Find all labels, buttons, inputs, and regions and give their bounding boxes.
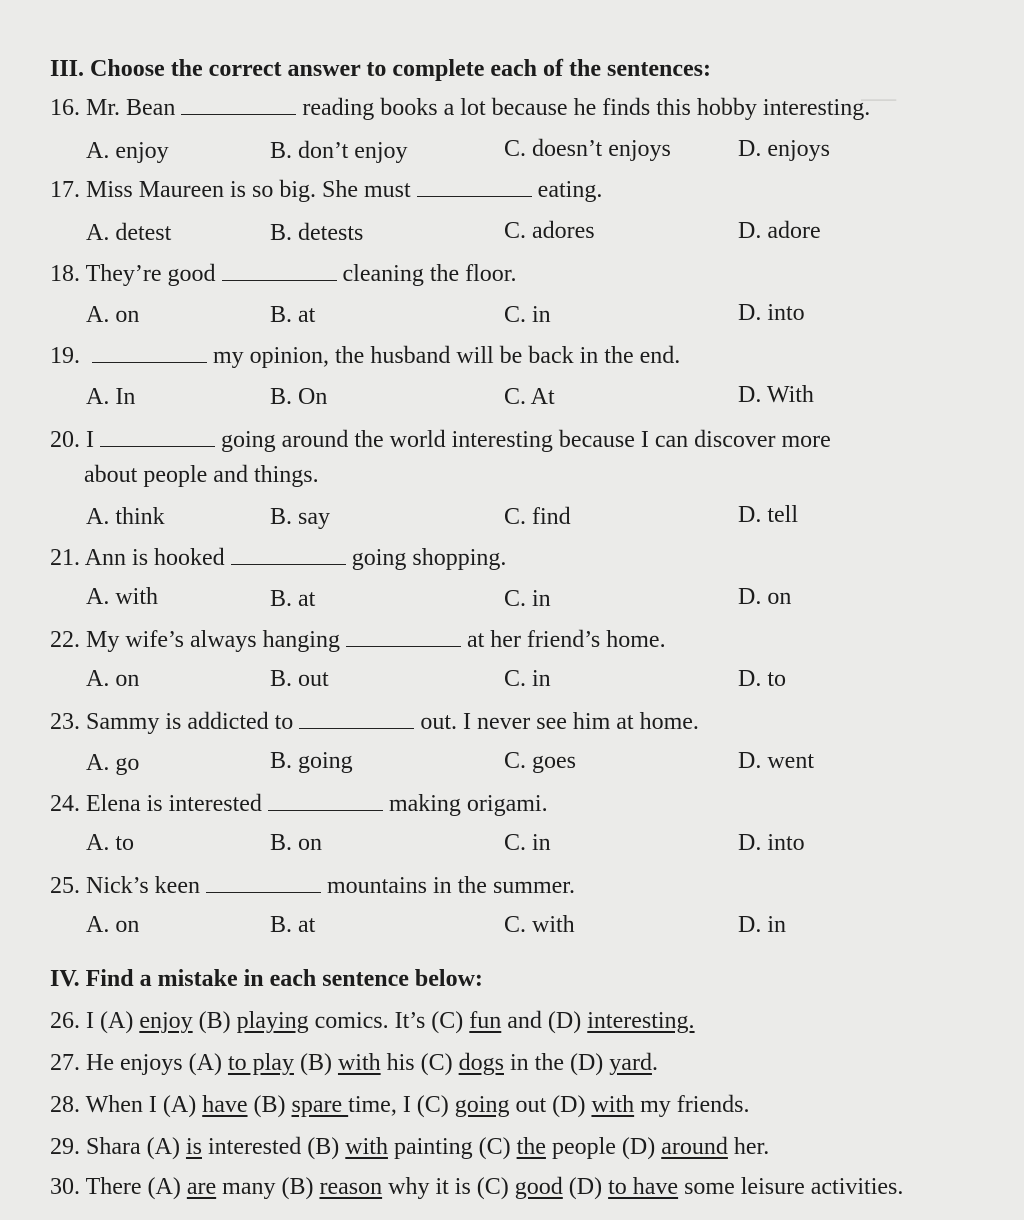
sentence-text: people (D) (545, 1134, 662, 1160)
underlined-choice[interactable]: spare (291, 1092, 349, 1118)
question-text: Elena is interested (86, 791, 262, 817)
question-number: 29. (50, 1134, 86, 1160)
question-text: my opinion, the husband will be back in the end. (213, 343, 681, 369)
mistake-item-27 (50, 1050, 658, 1077)
underlined-choice[interactable]: dogs (458, 1050, 504, 1076)
sentence-text: many (B) (216, 1174, 320, 1200)
underlined-choice[interactable]: with (591, 1092, 635, 1118)
question-text: I (86, 427, 94, 453)
question-text: out. I never see him at home. (420, 709, 699, 735)
question-22 (50, 626, 994, 654)
question-number: 28. (50, 1092, 86, 1118)
underlined-choice[interactable]: fun (469, 1008, 502, 1034)
underlined-choice[interactable]: yard (609, 1050, 652, 1076)
underlined-choice[interactable]: with (345, 1134, 388, 1160)
underlined-choice[interactable]: have (202, 1092, 248, 1118)
answer-blank[interactable] (206, 872, 321, 893)
sentence-text: some leisure activities. (678, 1174, 904, 1200)
underlined-choice[interactable]: around (661, 1134, 728, 1160)
option-c[interactable]: C. in (504, 302, 551, 328)
sentence-text: out (D) (509, 1092, 592, 1118)
option-a[interactable]: A. think (86, 504, 165, 530)
question-17 (50, 176, 994, 204)
option-b[interactable]: B. on (270, 830, 323, 856)
sentence-text: comics. It’s (C) (308, 1008, 470, 1034)
option-c[interactable]: C. with (504, 912, 575, 938)
mistake-item-28 (50, 1092, 749, 1119)
sentence-text: and (D) (501, 1008, 588, 1034)
sentence-text: her. (727, 1134, 770, 1160)
option-c[interactable]: C. in (504, 666, 551, 692)
underlined-choice[interactable]: playing (236, 1008, 309, 1034)
section-3-heading: III. Choose the correct answer to complete each of the sentences: (50, 56, 711, 82)
answer-blank[interactable] (299, 708, 414, 729)
sentence-text: When I (A) (85, 1092, 203, 1118)
option-b[interactable]: B. say (270, 504, 330, 530)
underlined-choice[interactable]: with (337, 1050, 381, 1076)
sentence-text: I (A) (86, 1008, 140, 1034)
question-number: 17. (50, 177, 80, 203)
underlined-choice[interactable]: is (185, 1134, 202, 1160)
question-number: 22. (50, 627, 80, 653)
option-c[interactable]: C. doesn’t enjoys (504, 136, 671, 162)
option-d[interactable]: D. to (738, 666, 786, 692)
option-d[interactable]: D. adore (738, 218, 821, 244)
option-c[interactable]: C. goes (504, 748, 576, 774)
answer-blank[interactable] (92, 342, 207, 363)
question-text: Nick’s keen (86, 873, 200, 899)
option-b[interactable]: B. detests (270, 220, 364, 246)
question-23 (50, 708, 994, 736)
option-a[interactable]: A. In (86, 384, 136, 410)
option-d[interactable]: D. went (738, 748, 814, 774)
question-number: 20. (50, 427, 80, 453)
option-a[interactable]: A. with (86, 584, 158, 610)
answer-blank[interactable] (181, 94, 296, 115)
mistake-item-29 (50, 1134, 769, 1161)
option-d[interactable]: D. into (738, 830, 805, 856)
option-b[interactable]: B. out (270, 666, 329, 692)
option-a[interactable]: A. enjoy (86, 138, 169, 164)
underlined-choice[interactable]: going (454, 1092, 510, 1118)
question-text: going around the world interesting because I can discover more (221, 427, 831, 453)
underlined-choice[interactable]: enjoy (139, 1008, 193, 1034)
option-a[interactable]: A. on (86, 302, 140, 328)
sentence-text: time, I (C) (348, 1092, 455, 1118)
question-text: Miss Maureen is so big. She must (86, 177, 411, 203)
question-text: mountains in the summer. (326, 873, 575, 899)
option-c[interactable]: C. in (504, 586, 551, 612)
option-d[interactable]: D. With (738, 382, 814, 408)
sentence-text: (B) (192, 1008, 237, 1034)
underlined-choice[interactable]: interesting. (587, 1008, 695, 1034)
answer-blank[interactable] (417, 176, 532, 197)
option-a[interactable]: A. on (86, 666, 140, 692)
sentence-text: (B) (247, 1092, 292, 1118)
option-d[interactable]: D. in (738, 912, 786, 938)
question-16 (50, 94, 994, 122)
question-number: 25. (50, 873, 80, 899)
option-a[interactable]: A. on (86, 912, 140, 938)
sentence-text: There (A) (85, 1174, 187, 1200)
question-19 (50, 342, 994, 370)
question-text: going shopping. (351, 545, 507, 571)
section-4-heading: IV. Find a mistake in each sentence below: (50, 966, 483, 992)
question-text-continued: about people and things. (84, 462, 319, 488)
bleed-through-text: ⸺ (860, 86, 898, 111)
question-text: at her friend’s home. (466, 627, 666, 653)
sentence-text: his (C) (380, 1050, 459, 1076)
answer-blank[interactable] (100, 426, 215, 447)
option-d[interactable]: D. on (738, 584, 792, 610)
option-b[interactable]: B. at (270, 302, 316, 328)
question-number: 18. (50, 261, 80, 287)
question-number: 19. (50, 343, 80, 369)
option-c[interactable]: C. adores (504, 218, 595, 244)
option-c[interactable]: C. find (504, 504, 571, 530)
option-d[interactable]: D. tell (738, 502, 798, 528)
underlined-choice[interactable]: to play (227, 1050, 294, 1076)
question-number: 24. (50, 791, 80, 817)
question-number: 26. (50, 1008, 86, 1034)
mistake-item-30 (50, 1174, 903, 1201)
question-text: reading books a lot because he finds this hobby interesting. (302, 95, 871, 121)
sentence-text: in the (D) (503, 1050, 610, 1076)
question-text: cleaning the floor. (342, 261, 517, 287)
question-text: eating. (537, 177, 603, 203)
question-text: Mr. Bean (86, 95, 176, 121)
answer-blank[interactable] (268, 790, 383, 811)
mistake-item-26 (50, 1008, 695, 1035)
question-24 (50, 790, 994, 818)
option-a[interactable]: A. detest (86, 220, 172, 246)
answer-blank[interactable] (231, 544, 346, 565)
option-c[interactable]: C. in (504, 830, 551, 856)
sentence-text: interested (B) (201, 1134, 346, 1160)
underlined-choice[interactable]: are (186, 1174, 217, 1200)
option-b[interactable]: B. at (270, 586, 316, 612)
question-text: My wife’s always hanging (86, 627, 340, 653)
question-number: 23. (50, 709, 80, 735)
question-text: They’re good (85, 261, 216, 287)
question-21 (50, 544, 994, 572)
question-number: 21. (50, 545, 80, 571)
option-d[interactable]: D. into (738, 300, 805, 326)
sentence-text: Shara (A) (86, 1134, 186, 1160)
sentence-text: (D) (562, 1174, 609, 1200)
question-number: 30. (50, 1174, 86, 1200)
sentence-text: why it is (C) (382, 1174, 515, 1200)
option-b[interactable]: B. On (270, 384, 328, 410)
underlined-choice[interactable]: good (514, 1174, 563, 1200)
underlined-choice[interactable]: to have (608, 1174, 679, 1200)
option-d[interactable]: D. enjoys (738, 136, 830, 162)
option-c[interactable]: C. At (504, 384, 555, 410)
option-b[interactable]: B. going (270, 748, 353, 774)
sentence-text: He enjoys (A) (86, 1050, 228, 1076)
option-a[interactable]: A. to (86, 830, 134, 856)
question-text: making origami. (388, 791, 548, 817)
underlined-choice[interactable]: reason (319, 1174, 383, 1200)
sentence-text: painting (C) (387, 1134, 517, 1160)
sentence-text: (B) (293, 1050, 338, 1076)
option-b[interactable]: B. at (270, 912, 316, 938)
sentence-text: my friends. (634, 1092, 750, 1118)
sentence-text: . (651, 1050, 658, 1076)
question-number: 27. (50, 1050, 86, 1076)
question-text: Ann is hooked (84, 545, 225, 571)
underlined-choice[interactable]: the (516, 1134, 546, 1160)
question-text: Sammy is addicted to (86, 709, 294, 735)
option-a[interactable]: A. go (86, 750, 140, 776)
question-number: 16. (50, 95, 80, 121)
answer-blank[interactable] (346, 626, 461, 647)
question-18 (50, 260, 994, 288)
option-b[interactable]: B. don’t enjoy (270, 138, 408, 164)
question-20 (50, 426, 994, 454)
answer-blank[interactable] (222, 260, 337, 281)
question-25 (50, 872, 994, 900)
